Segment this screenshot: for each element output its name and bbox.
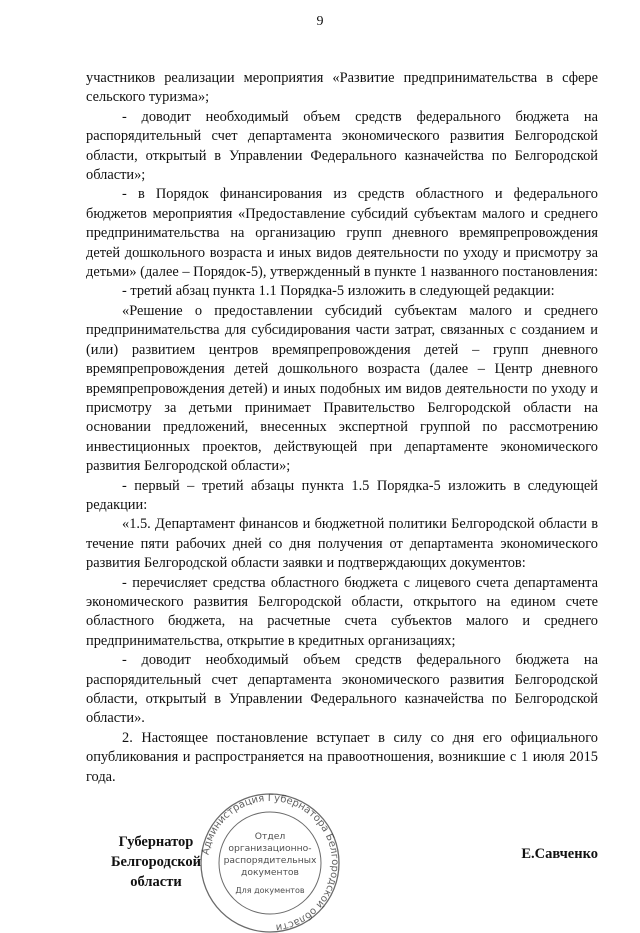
paragraph-10: 2. Настоящее постановление вступает в силу со дня его официального опубликования и распространяется на правоотношения, возникшие с 1 июля 2015 года. — [86, 729, 598, 785]
paragraph-5: «Решение о предоставлении субсидий субъектам малого и среднего предпринимательства для субсидирования части затрат, связанных с созданием и (или) развитием центров времяпрепровождения детей – групп дневного времяпрепровождения детей дошкольного возраста (далее – Центр дневного времяпрепровождения детей) и иных подобных им видов деятельности по уходу и присмотру за детьми принимает Правительство Белгородской области на основании предложений, внесенных экспертной группой по рассмотрению инвестиционных проектов, действующей при департаменте экономического развития Белгородской области»; — [86, 302, 598, 475]
signatory-title-line2: Белгородской области — [110, 854, 202, 890]
paragraph-9: - доводит необходимый объем средств федерального бюджета на распорядительный счет департамента экономического развития Белгородской области, открытый в Управлении Федерального казначейства по Белгородской области». — [86, 652, 598, 727]
paragraph-6: - первый – третий абзацы пункта 1.5 Порядка-5 изложить в следующей редакции: — [86, 477, 598, 513]
document-body — [86, 69, 598, 787]
signatory-title-line1: Губернатор — [118, 834, 194, 850]
svg-text:Для документов: Для документов — [235, 886, 305, 895]
paragraph-4: - третий абзац пункта 1.1 Порядка-5 изложить в следующей редакции: — [122, 283, 555, 300]
signatory-name: Е.Савченко — [521, 846, 598, 862]
paragraph-7: «1.5. Департамент финансов и бюджетной политики Белгородской области в течение пяти рабочих дней со дня получения от департамента экономического развития Белгородской области заявки и подтверждающих документов: — [86, 516, 598, 572]
svg-text:Администрация Губернатора Белг: Администрация Губернатора Белгородской области — [200, 793, 341, 933]
signatory-title — [86, 832, 226, 892]
paragraph-3: - в Порядок финансирования из средств областного и федерального бюджетов мероприятия «Предоставление субсидий субъектам малого и среднего предпринимательства на организацию групп дневного времяпрепровождения детей дошкольного возраста и иных видов деятельности по уходу и присмотру за детьми» (далее – Порядок-5), утвержденный в пункте 1 названного постановления: — [86, 186, 598, 281]
svg-text:Отдел: Отдел — [254, 831, 286, 842]
svg-text:документов: документов — [241, 867, 299, 878]
paragraph-1: участников реализации мероприятия «Развитие предпринимательства в сфере сельского туризма»; — [86, 70, 598, 106]
svg-text:распорядительных: распорядительных — [223, 855, 317, 866]
paragraph-2: - доводит необходимый объем средств федерального бюджета на распорядительный счет департамента экономического развития Белгородской области, открытый в Управлении Федерального казначейства по Белгородской области»; — [86, 108, 598, 184]
signature-block — [86, 832, 598, 890]
paragraph-8: - перечисляет средства областного бюджета с лицевого счета департамента экономического развития Белгородской области, открытого на едином счете областного бюджета, на расчетные счета субъектов малого и среднего предпринимательства, открытие в кредитных организациях; — [86, 574, 598, 649]
svg-text:организационно-: организационно- — [228, 843, 312, 854]
page-number: 9 — [316, 14, 324, 29]
